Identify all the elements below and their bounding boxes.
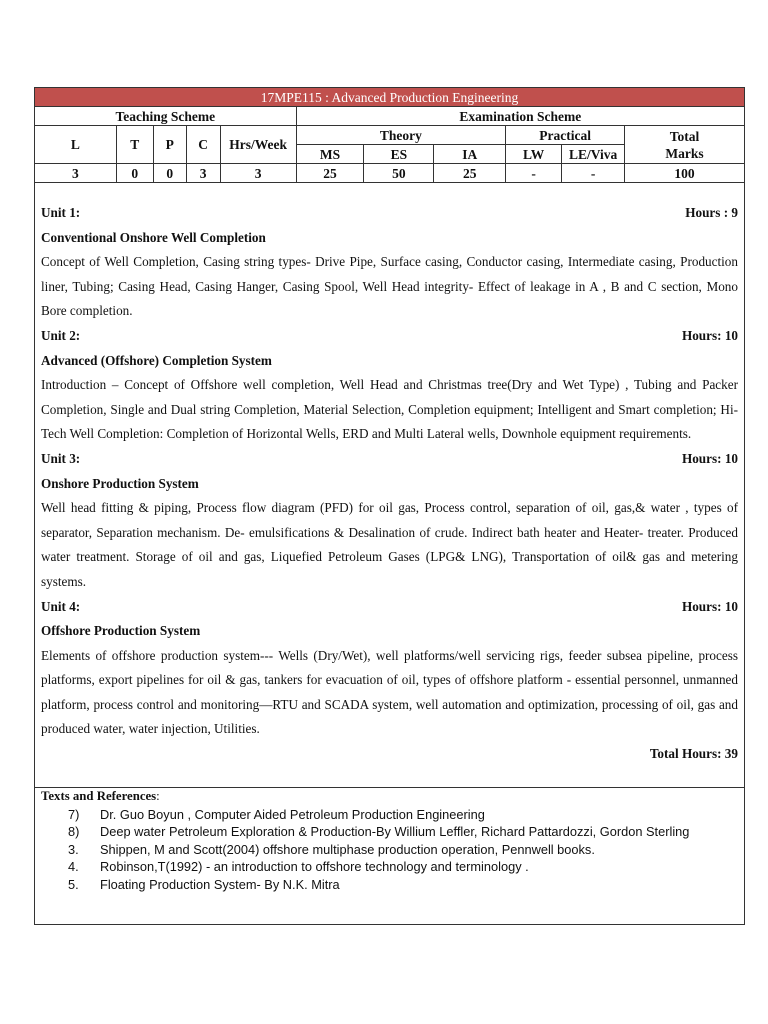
value-t: 0 (116, 164, 153, 183)
header-l: L (35, 126, 117, 164)
unit-title: Offshore Production System (41, 623, 201, 639)
unit-2 (41, 324, 738, 447)
value-ms: 25 (296, 164, 364, 183)
reference-text: Shippen, M and Scott(2004) offshore multiphase production operation, Pennwell books. (100, 841, 595, 857)
value-lw: - (506, 164, 562, 183)
scheme-table (34, 87, 745, 183)
reference-item (41, 806, 745, 824)
unit-header (41, 324, 738, 349)
unit-hours: Hours: 10 (681, 450, 738, 466)
value-total: 100 (625, 164, 745, 183)
reference-number: 3. (68, 841, 79, 857)
value-p: 0 (153, 164, 186, 183)
header-ms: MS (296, 145, 364, 164)
value-ia: 25 (434, 164, 506, 183)
header-t: T (116, 126, 153, 164)
reference-text: Deep water Petroleum Exploration & Production-By Willium Leffler, Richard Pattardozzi, Gordon Sterling (100, 824, 690, 839)
examination-scheme-header: Examination Scheme (296, 107, 744, 126)
unit-title: Advanced (Offshore) Completion System (41, 352, 272, 368)
unit-4 (41, 595, 738, 743)
header-ia: IA (434, 145, 506, 164)
total-hours: Total Hours: 39 (649, 746, 738, 762)
unit-hours: Hours : 9 (685, 205, 738, 220)
header-practical: Practical (506, 126, 625, 145)
header-total-line2: Marks (665, 145, 704, 161)
unit-3 (41, 447, 738, 595)
value-es: 50 (364, 164, 434, 183)
header-total-line1: Total (669, 128, 700, 144)
reference-text: Floating Production System- By N.K. Mitra (100, 876, 340, 892)
unit-hours: Hours: 10 (681, 598, 738, 614)
reference-number: 7) (68, 806, 80, 822)
reference-text: Robinson,T(1992) - an introduction to offshore technology and terminology . (100, 859, 529, 874)
unit-label: Unit 4: (41, 598, 81, 614)
header-hrs-week: Hrs/Week (220, 126, 296, 164)
unit-header (41, 447, 738, 472)
unit-header (41, 201, 738, 226)
reference-item (41, 841, 745, 859)
reference-text: Dr. Guo Boyun , Computer Aided Petroleum Production Engineering (100, 806, 485, 822)
reference-number: 4. (68, 859, 79, 874)
references-heading-colon: : (156, 789, 160, 803)
header-c: C (186, 126, 220, 164)
header-theory: Theory (296, 126, 506, 145)
reference-item (41, 876, 745, 894)
reference-number: 8) (68, 824, 80, 839)
reference-item (41, 858, 745, 876)
unit-title: Conventional Onshore Well Completion (41, 229, 266, 245)
unit-1 (41, 201, 738, 324)
header-total-marks (625, 126, 745, 164)
references-section (34, 787, 745, 893)
value-l: 3 (35, 164, 117, 183)
unit-label: Unit 2: (41, 327, 81, 343)
header-lw: LW (506, 145, 562, 164)
value-c: 3 (186, 164, 220, 183)
teaching-scheme-header: Teaching Scheme (35, 107, 297, 126)
unit-label: Unit 3: (41, 450, 81, 466)
unit-text: Introduction – Concept of Offshore well completion, Well Head and Christmas tree(Dry and Wet Type) , Tubing and Packer Completion, Single and Dual string Completion, Material Selection, Completion equipment; Intelligent and Smart completion; Hi-Tech Well Completion: Completion of Horizontal Wells, ERD and Multi Lateral wells, Downhole equipment requirements. (41, 377, 738, 442)
unit-hours: Hours: 10 (681, 327, 738, 343)
references-heading-text: Texts and References (41, 789, 157, 803)
unit-text: Elements of offshore production system--- Wells (Dry/Wet), well platforms/well servicing rigs, feeder subsea pipeline, process platforms, export pipelines for oil & gas, tankers for evacuation of oil, types of offshore platform - essential personnel, unmanned platform, process control and monitoring—RTU and SCADA system, well automation and optimization, processing of oil, gas and produced water, water injection, Utilities. (41, 647, 738, 737)
header-p: P (153, 126, 186, 164)
reference-number: 5. (68, 876, 79, 892)
syllabus-content (41, 201, 738, 767)
value-hrs-week: 3 (220, 164, 296, 183)
unit-text: Well head fitting & piping, Process flow diagram (PFD) for oil gas, Process control, separation of oil, gas,& water , types of separator, Separation mechanism. De- emulsifications & Desalination of crude. Indirect bath heater and Heater- treater. Produced water treatment. Storage of oil and gas, Liquefied Petroleum Gases (LPG& LNG), Transportation of oil& gas and metering systems. (41, 500, 738, 589)
reference-item (41, 823, 745, 841)
unit-header (41, 595, 738, 620)
unit-label: Unit 1: (41, 205, 81, 220)
value-le-viva: - (562, 164, 625, 183)
header-es: ES (364, 145, 434, 164)
unit-text: Concept of Well Completion, Casing string types- Drive Pipe, Surface casing, Conductor casing, Intermediate casing, Production liner, Tubing; Casing Head, Casing Hanger, Casing Spool, Well Head integrity- Effect of leakage in A , B and C section, Mono Bore completion. (41, 254, 738, 319)
header-le-viva: LE/Viva (562, 145, 625, 164)
references-heading (41, 788, 745, 806)
course-title: 17MPE115 : Advanced Production Engineering (35, 88, 745, 107)
unit-title: Onshore Production System (41, 475, 199, 491)
